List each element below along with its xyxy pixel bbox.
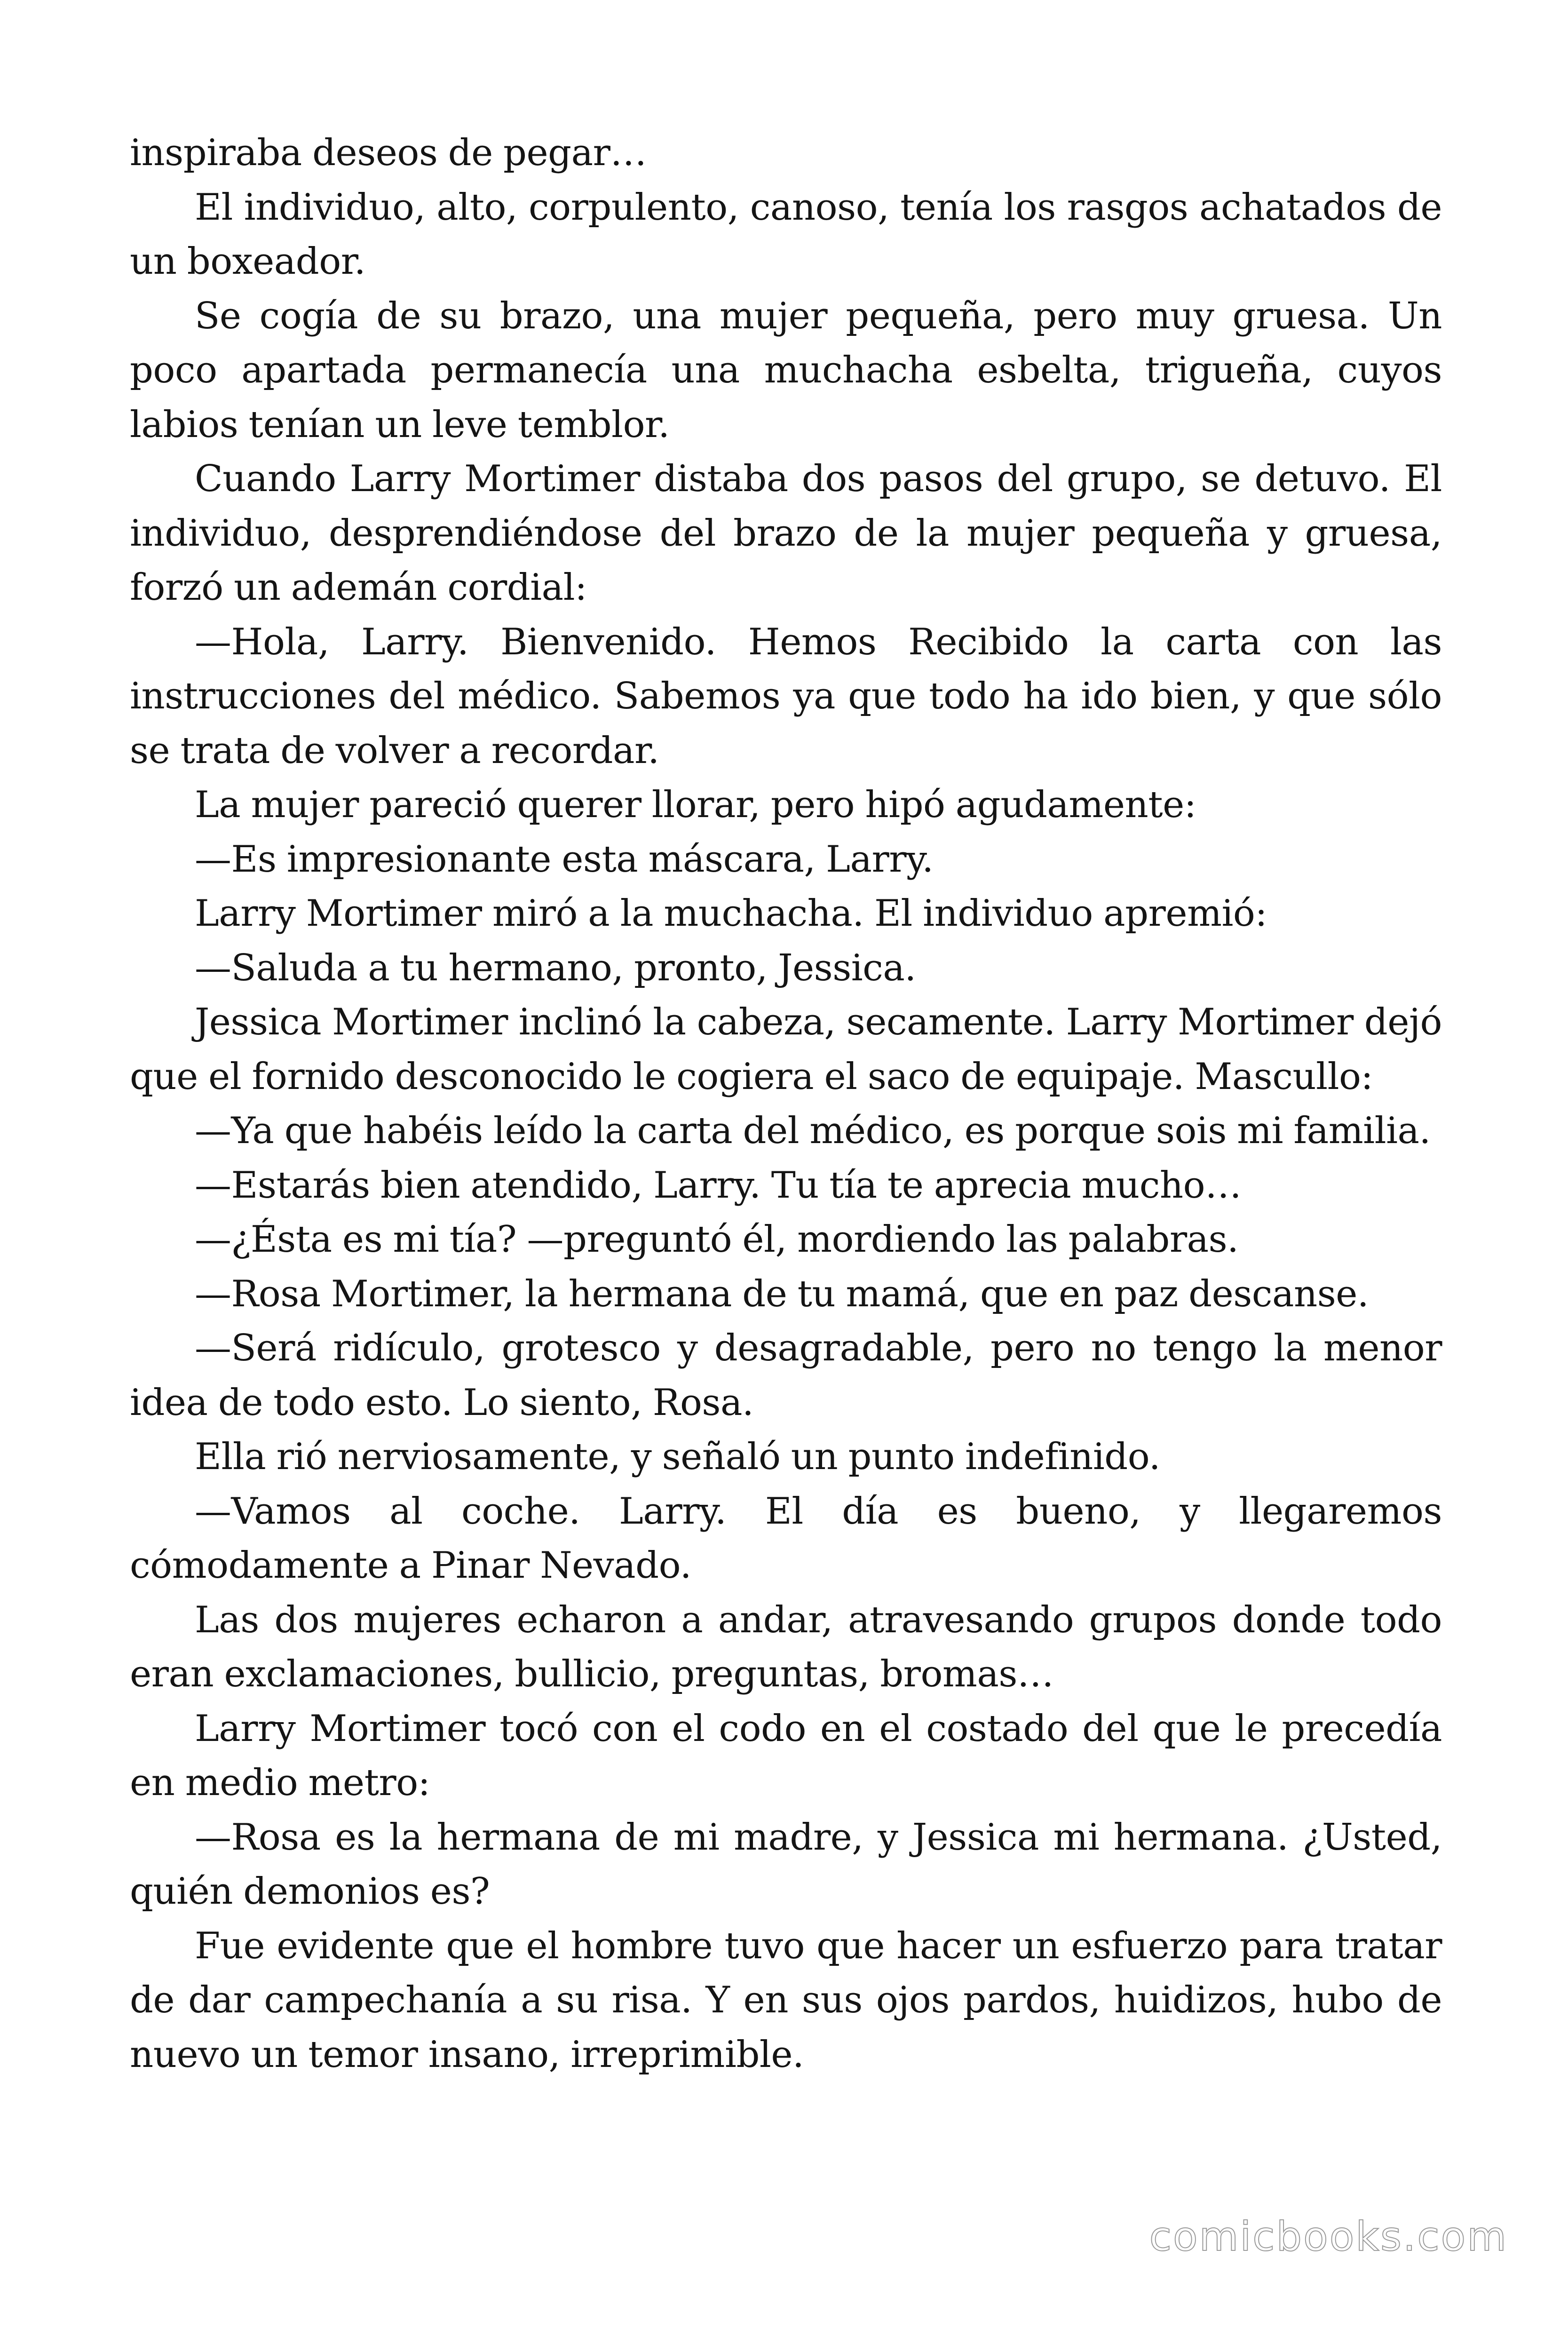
paragraph-8: Larry Mortimer miró a la muchacha. El individuo apremió: — [195, 892, 1267, 935]
paragraph-15: —Será ridículo, grotesco y desagradable, pero no tengo la menor idea de todo esto. Lo siento, Rosa. — [130, 1327, 1442, 1424]
paragraph-12: —Estarás bien atendido, Larry. Tu tía te aprecia mucho… — [195, 1164, 1242, 1207]
watermark: comicbooks.com — [1149, 2213, 1508, 2260]
paragraph-1: inspiraba deseos de pegar… — [130, 132, 647, 174]
paragraph-9: —Saluda a tu hermano, pronto, Jessica. — [195, 946, 916, 989]
paragraph-19: Larry Mortimer tocó con el codo en el costado del que le precedía en medio metro: — [130, 1707, 1442, 1804]
paragraph-16: Ella rió nerviosamente, y señaló un punto indefinido. — [195, 1436, 1161, 1478]
paragraph-10: Jessica Mortimer inclinó la cabeza, secamente. Larry Mortimer dejó que el fornido desconocido le cogiera el saco de equipaje. Mascullo: — [130, 1001, 1442, 1098]
paragraph-13: —¿Ésta es mi tía? —preguntó él, mordiendo las palabras. — [195, 1218, 1239, 1261]
paragraph-14: —Rosa Mortimer, la hermana de tu mamá, que en paz descanse. — [195, 1272, 1369, 1315]
paragraph-7: —Es impresionante esta máscara, Larry. — [195, 838, 934, 881]
paragraph-11: —Ya que habéis leído la carta del médico, es porque sois mi familia. — [195, 1110, 1431, 1152]
paragraph-4: Cuando Larry Mortimer distaba dos pasos del grupo, se detuvo. El individuo, desprendiéndose del brazo de la mujer pequeña y gruesa, forzó un ademán cordial: — [130, 458, 1442, 609]
paragraph-6: La mujer pareció querer llorar, pero hipó agudamente: — [195, 784, 1196, 826]
paragraph-2: El individuo, alto, corpulento, canoso, tenía los rasgos achatados de un boxeador. — [130, 186, 1442, 283]
paragraph-20: —Rosa es la hermana de mi madre, y Jessica mi hermana. ¿Usted, quién demonios es? — [130, 1816, 1442, 1913]
paragraph-17: —Vamos al coche. Larry. El día es bueno, y llegaremos cómodamente a Pinar Nevado. — [130, 1490, 1442, 1587]
paragraph-5: —Hola, Larry. Bienvenido. Hemos Recibido la carta con las instrucciones del médico. Sabemos ya que todo ha ido bien, y que sólo se trata de volver a recordar. — [130, 620, 1442, 772]
page-body — [130, 126, 1442, 2082]
paragraph-3: Se cogía de su brazo, una mujer pequeña, pero muy gruesa. Un poco apartada permanecía una muchacha esbelta, trigueña, cuyos labios tenían un leve temblor. — [130, 294, 1442, 446]
paragraph-21: Fue evidente que el hombre tuvo que hacer un esfuerzo para tratar de dar campechanía a su risa. Y en sus ojos pardos, huidizos, hubo de nuevo un temor insano, irreprimible. — [130, 1924, 1442, 2076]
paragraph-18: Las dos mujeres echaron a andar, atravesando grupos donde todo eran exclamaciones, bullicio, preguntas, bromas… — [130, 1598, 1442, 1695]
